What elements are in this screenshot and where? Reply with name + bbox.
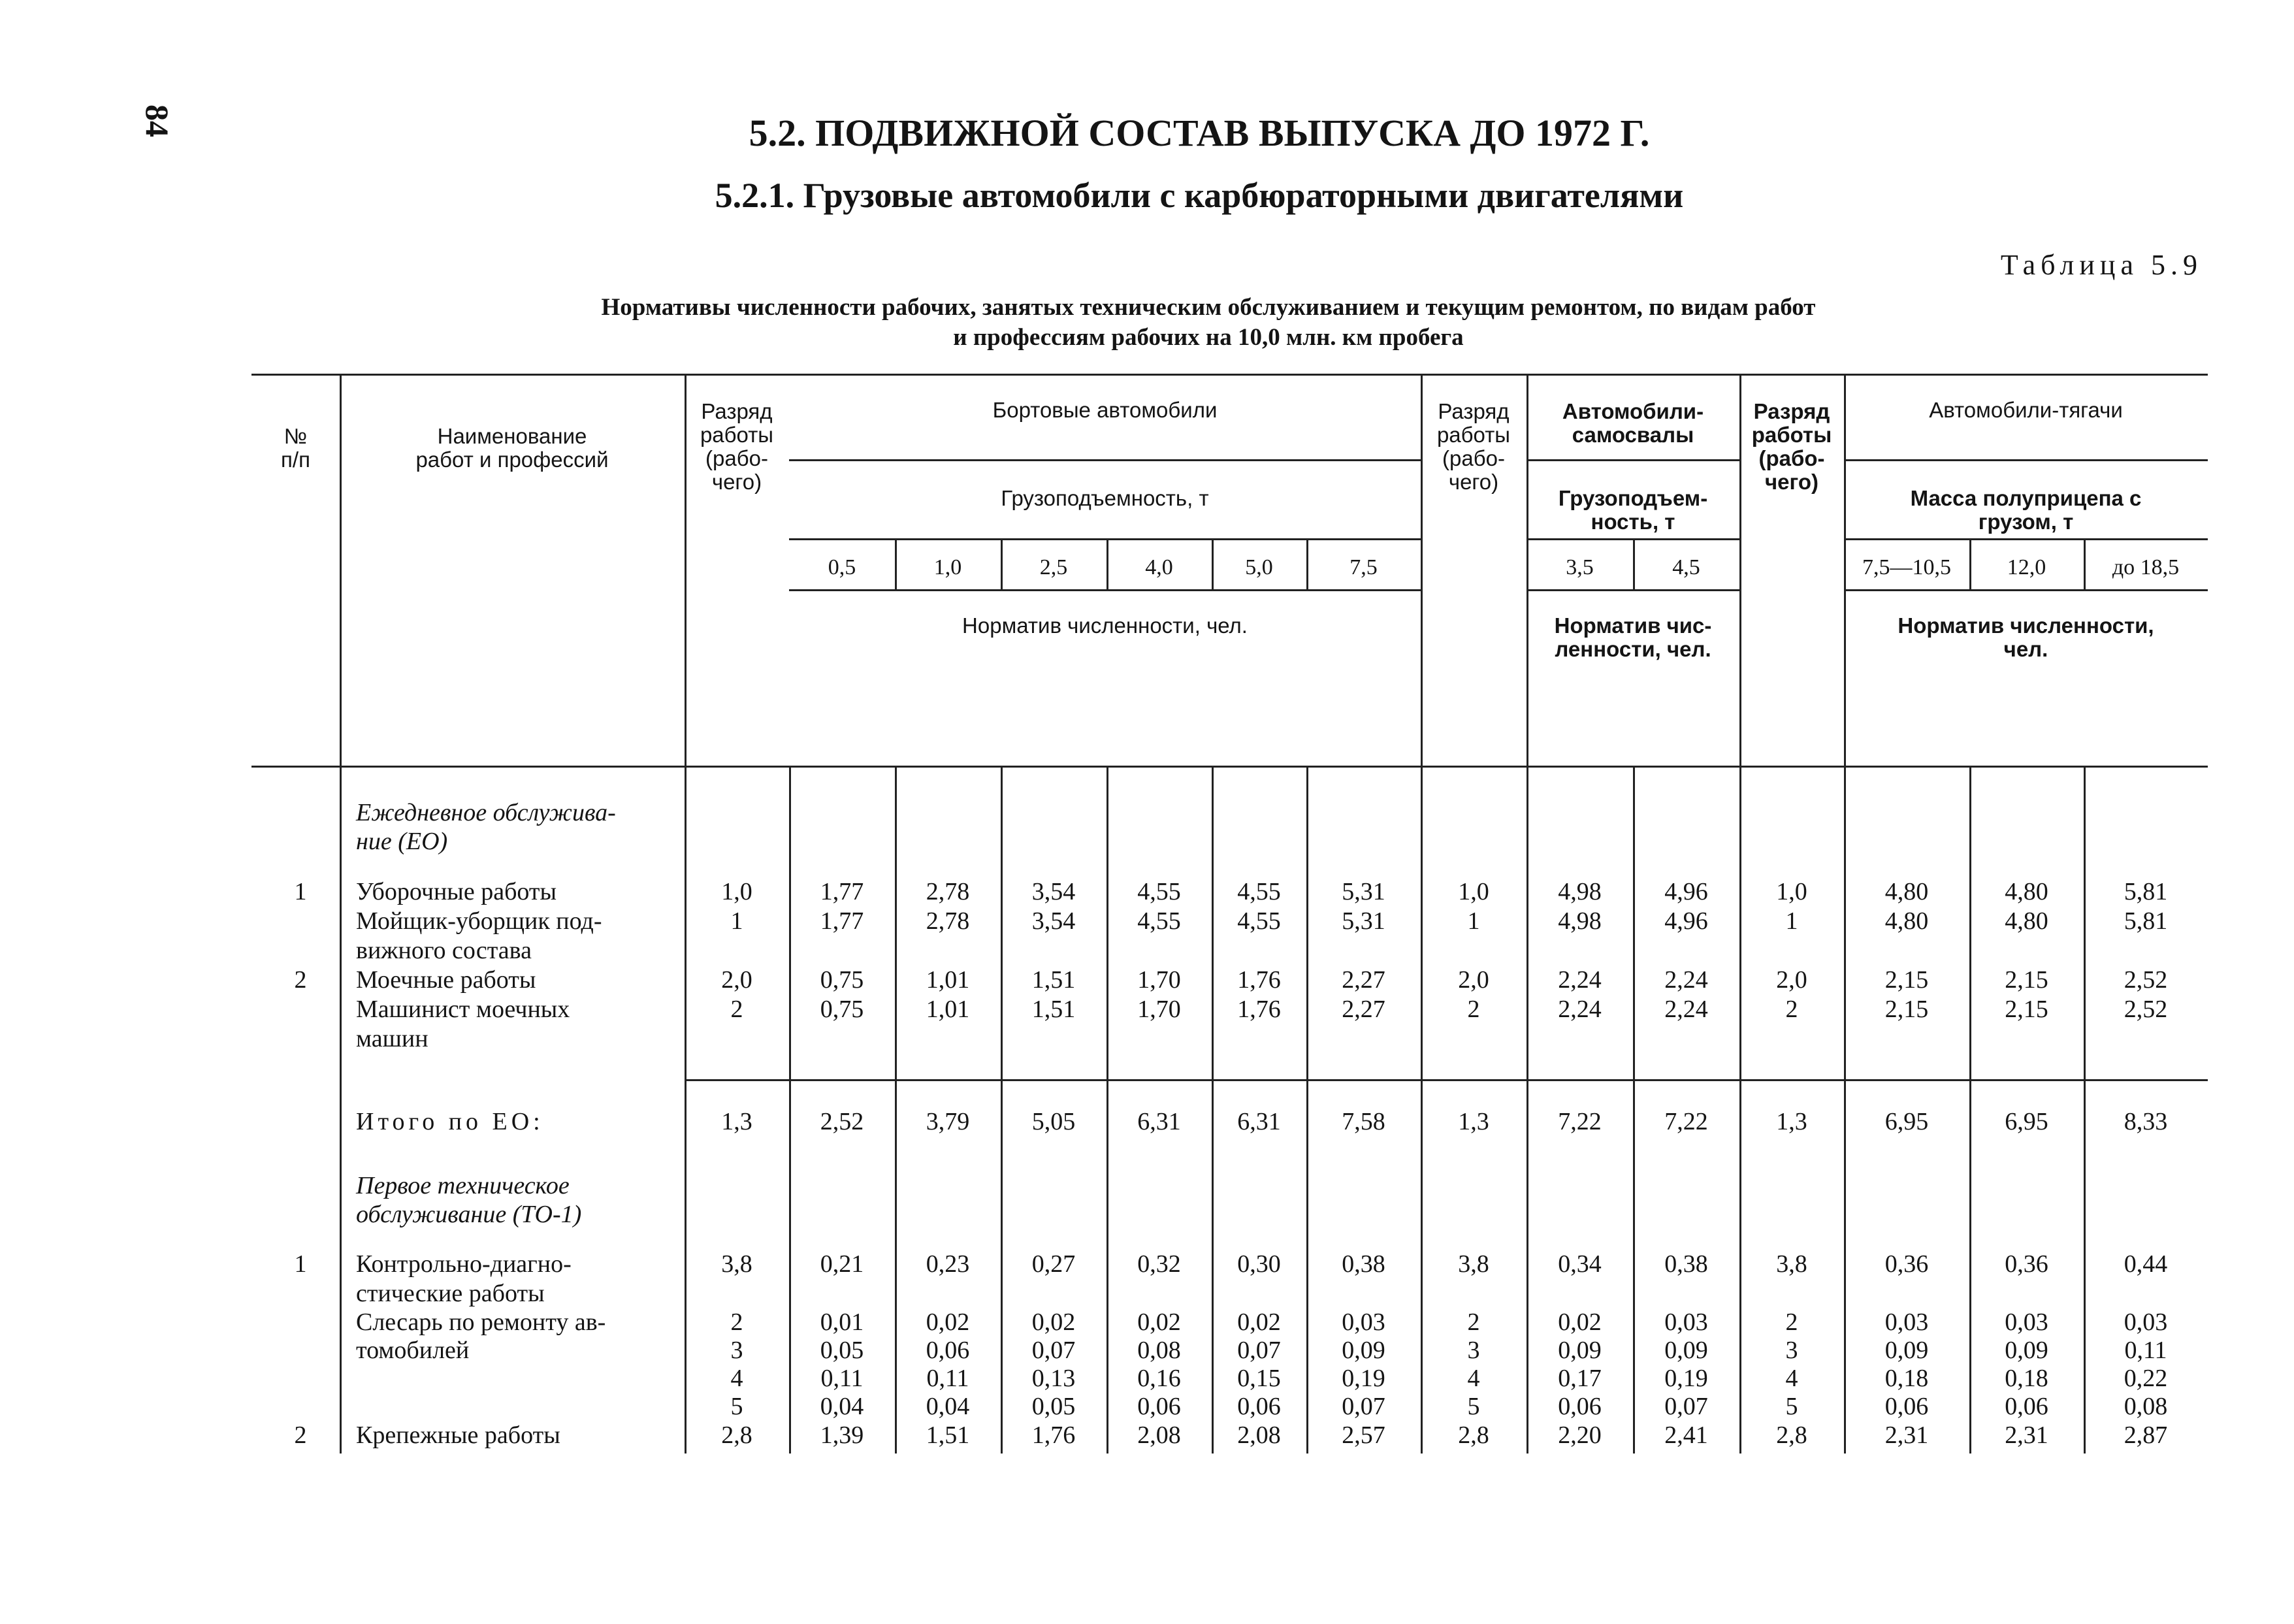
to1-row-2-grade-2: 2 (1467, 1308, 1480, 1336)
eo-row-3-board-5: 2,27 (1342, 966, 1385, 994)
eo-row-1-board-0: 1,77 (820, 907, 864, 935)
to1-row-4-board-3: 0,16 (1137, 1365, 1181, 1392)
to1-row-6-board-2: 1,76 (1031, 1421, 1076, 1449)
table-caption (457, 293, 1960, 353)
eo-row-3-board-1: 1,01 (926, 966, 970, 994)
eo-row-0-board-2: 3,54 (1031, 878, 1076, 905)
eo-row-5-name: машин (356, 1025, 428, 1052)
tractor-mass-1: 12,0 (2007, 555, 2046, 579)
board-capacity-2: 2,5 (1039, 555, 1068, 579)
to1-row-5-tractor-2: 0,08 (2124, 1393, 2168, 1420)
eo-row-3-board-2: 1,51 (1031, 966, 1076, 994)
to1-row-2-grade-1: 2 (730, 1308, 743, 1336)
to1-row-3-board-5: 0,09 (1342, 1337, 1385, 1364)
eo-total-grade-1: 1,3 (721, 1108, 752, 1135)
to1-row-5-grade-3: 5 (1785, 1393, 1798, 1420)
to1-row-5-board-0: 0,04 (820, 1393, 864, 1420)
to1-row-4-grade-2: 4 (1467, 1365, 1480, 1392)
rule-line (1844, 589, 2208, 591)
to1-row-5-dump-1: 0,07 (1664, 1393, 1708, 1420)
to1-row-0-board-4: 0,30 (1237, 1250, 1281, 1278)
to1-row-6-board-1: 1,51 (926, 1421, 970, 1449)
to1-row-0-dump-0: 0,34 (1558, 1250, 1602, 1278)
eo-row-3-dump-1: 2,24 (1664, 966, 1708, 994)
to1-row-4-tractor-1: 0,18 (2005, 1365, 2048, 1392)
to1-row-2-board-3: 0,02 (1137, 1308, 1181, 1336)
header-board-capacity: Грузоподъемность, т (1001, 486, 1209, 510)
to1-row-2-tractor-2: 0,03 (2124, 1308, 2168, 1336)
eo-row-0-grade-1: 1,0 (721, 878, 752, 905)
header-tractor-units: Автомобили-тягачи (1929, 398, 2123, 422)
eo-total-name: Итого по ЕО: (356, 1108, 544, 1135)
header-name: Наименование работ и профессий (415, 424, 609, 472)
eo-row-4-dump-0: 2,24 (1558, 996, 1602, 1023)
eo-row-3-board-4: 1,76 (1237, 966, 1281, 994)
to1-row-0-dump-1: 0,38 (1664, 1250, 1708, 1278)
eo-row-1-dump-0: 4,98 (1558, 907, 1602, 935)
eo-row-0-tractor-0: 4,80 (1884, 878, 1929, 905)
eo-total-board-0: 2,52 (820, 1108, 864, 1135)
to1-row-5-tractor-0: 0,06 (1884, 1393, 1929, 1420)
to1-row-6-number: 2 (294, 1421, 307, 1449)
to1-row-3-dump-1: 0,09 (1664, 1337, 1708, 1364)
section-heading: 5.2. ПОДВИЖНОЙ СОСТАВ ВЫПУСКА ДО 1972 Г. (749, 112, 1650, 154)
to1-row-2-board-5: 0,03 (1342, 1308, 1385, 1336)
rule-line (1527, 589, 1739, 591)
eo-total-tractor-1: 6,95 (2005, 1108, 2048, 1135)
caption-line-1: Нормативы численности рабочих, занятых техническим обслуживанием и текущим ремонтом, по видам работ (601, 294, 1816, 321)
eo-row-3-number: 2 (294, 966, 307, 994)
eo-row-4-name: Машинист моечных (356, 996, 570, 1023)
table-label: Таблица 5.9 (2000, 249, 2203, 281)
to1-row-0-tractor-0: 0,36 (1884, 1250, 1929, 1278)
eo-total-board-1: 3,79 (926, 1108, 970, 1135)
eo-row-4-grade-3: 2 (1785, 996, 1798, 1023)
eo-row-4-tractor-2: 2,52 (2124, 996, 2168, 1023)
to1-row-0-board-1: 0,23 (926, 1250, 970, 1278)
to1-row-6-dump-0: 2,20 (1558, 1421, 1602, 1449)
section-to1-title: Первое техническое обслуживание (ТО-1) (356, 1172, 582, 1228)
eo-row-4-tractor-0: 2,15 (1884, 996, 1929, 1023)
eo-row-4-grade-1: 2 (730, 996, 743, 1023)
to1-row-3-board-0: 0,05 (820, 1337, 864, 1364)
to1-row-6-board-0: 1,39 (820, 1421, 864, 1449)
eo-row-1-grade-2: 1 (1467, 907, 1480, 935)
to1-row-4-grade-3: 4 (1785, 1365, 1798, 1392)
to1-row-2-dump-1: 0,03 (1664, 1308, 1708, 1336)
dump-capacity-1: 4,5 (1672, 555, 1700, 579)
to1-row-6-board-4: 2,08 (1237, 1421, 1281, 1449)
to1-row-3-tractor-0: 0,09 (1884, 1337, 1929, 1364)
to1-row-0-board-3: 0,32 (1137, 1250, 1181, 1278)
to1-row-3-board-2: 0,07 (1031, 1337, 1076, 1364)
to1-row-4-dump-0: 0,17 (1558, 1365, 1602, 1392)
eo-row-3-board-0: 0,75 (820, 966, 864, 994)
eo-row-4-board-0: 0,75 (820, 996, 864, 1023)
header-bottom-rule (251, 766, 2208, 768)
eo-row-3-grade-3: 2,0 (1776, 966, 1807, 994)
eo-row-3-name: Моечные работы (356, 966, 536, 994)
to1-row-4-board-2: 0,13 (1031, 1365, 1076, 1392)
to1-row-6-board-3: 2,08 (1137, 1421, 1181, 1449)
eo-row-1-board-4: 4,55 (1237, 907, 1281, 935)
eo-row-0-dump-0: 4,98 (1558, 878, 1602, 905)
eo-total-board-4: 6,31 (1237, 1108, 1281, 1135)
eo-row-1-grade-3: 1 (1785, 907, 1798, 935)
eo-row-3-tractor-0: 2,15 (1884, 966, 1929, 994)
eo-row-1-board-2: 3,54 (1031, 907, 1076, 935)
eo-total-dump-1: 7,22 (1664, 1108, 1708, 1135)
to1-row-2-grade-3: 2 (1785, 1308, 1798, 1336)
header-dump-capacity: Грузоподъем- ность, т (1558, 486, 1708, 534)
to1-row-4-board-0: 0,11 (820, 1365, 864, 1392)
eo-row-3-tractor-2: 2,52 (2124, 966, 2168, 994)
to1-row-3-board-3: 0,08 (1137, 1337, 1181, 1364)
eo-row-1-board-1: 2,78 (926, 907, 970, 935)
to1-row-3-grade-2: 3 (1467, 1337, 1480, 1364)
eo-total-board-3: 6,31 (1137, 1108, 1181, 1135)
to1-row-6-grade-3: 2,8 (1776, 1421, 1807, 1449)
rule-line (1844, 538, 2208, 540)
eo-row-3-grade-2: 2,0 (1458, 966, 1489, 994)
to1-row-3-board-1: 0,06 (926, 1337, 970, 1364)
eo-total-board-2: 5,05 (1031, 1108, 1076, 1135)
column-divider (340, 374, 342, 1453)
rule-line (1527, 459, 1739, 461)
to1-row-6-tractor-1: 2,31 (2005, 1421, 2048, 1449)
eo-row-4-tractor-1: 2,15 (2005, 996, 2048, 1023)
to1-row-3-name: томобилей (356, 1337, 470, 1364)
eo-row-3-tractor-1: 2,15 (2005, 966, 2048, 994)
header-board-vehicles: Бортовые автомобили (992, 398, 1218, 422)
header-grade-tractor: Разряд работы (рабо- чего) (1751, 399, 1832, 494)
board-capacity-5: 7,5 (1349, 555, 1378, 579)
eo-row-4-board-5: 2,27 (1342, 996, 1385, 1023)
eo-row-0-name: Уборочные работы (356, 878, 557, 905)
to1-row-0-name: Контрольно-диагно- (356, 1250, 572, 1278)
to1-row-3-grade-1: 3 (730, 1337, 743, 1364)
eo-total-board-5: 7,58 (1342, 1108, 1385, 1135)
header-tractor-norm: Норматив численности, чел. (1898, 613, 2154, 661)
to1-row-2-board-0: 0,01 (820, 1308, 864, 1336)
eo-row-4-dump-1: 2,24 (1664, 996, 1708, 1023)
rule-line (789, 589, 1421, 591)
eo-total-grade-3: 1,3 (1776, 1108, 1807, 1135)
to1-row-2-tractor-0: 0,03 (1884, 1308, 1929, 1336)
eo-row-3-grade-1: 2,0 (721, 966, 752, 994)
to1-row-6-grade-2: 2,8 (1458, 1421, 1489, 1449)
header-tractor-mass: Масса полуприцепа с грузом, т (1910, 486, 2142, 534)
to1-row-5-board-3: 0,06 (1137, 1393, 1181, 1420)
tractor-mass-2: до 18,5 (2112, 555, 2180, 579)
to1-row-0-board-2: 0,27 (1031, 1250, 1076, 1278)
board-capacity-0: 0,5 (828, 555, 856, 579)
to1-row-4-board-4: 0,15 (1237, 1365, 1281, 1392)
board-capacity-3: 4,0 (1145, 555, 1173, 579)
to1-row-5-board-1: 0,04 (926, 1393, 970, 1420)
to1-row-2-name: Слесарь по ремонту ав- (356, 1308, 606, 1336)
to1-row-5-board-5: 0,07 (1342, 1393, 1385, 1420)
eo-row-1-tractor-1: 4,80 (2005, 907, 2048, 935)
header-grade-board: Разряд работы (рабо- чего) (700, 399, 774, 494)
eo-row-1-board-5: 5,31 (1342, 907, 1385, 935)
to1-row-5-dump-0: 0,06 (1558, 1393, 1602, 1420)
to1-row-6-name: Крепежные работы (356, 1421, 560, 1449)
section-eo-title: Ежедневное обслужива- ние (ЕО) (356, 799, 616, 855)
to1-row-4-board-1: 0,11 (926, 1365, 969, 1392)
eo-row-4-board-4: 1,76 (1237, 996, 1281, 1023)
eo-row-0-board-5: 5,31 (1342, 878, 1385, 905)
to1-row-0-grade-1: 3,8 (721, 1250, 752, 1278)
eo-row-4-board-2: 1,51 (1031, 996, 1076, 1023)
to1-row-6-grade-1: 2,8 (721, 1421, 752, 1449)
header-board-norm: Норматив численности, чел. (962, 613, 1248, 638)
to1-row-4-dump-1: 0,19 (1664, 1365, 1708, 1392)
to1-row-5-tractor-1: 0,06 (2005, 1393, 2048, 1420)
header-grade-dump: Разряд работы (рабо- чего) (1436, 399, 1511, 494)
rule-line (789, 459, 1421, 461)
to1-row-4-tractor-2: 0,22 (2124, 1365, 2168, 1392)
to1-row-2-board-1: 0,02 (926, 1308, 970, 1336)
to1-row-2-tractor-1: 0,03 (2005, 1308, 2048, 1336)
rule-line (1844, 459, 2208, 461)
to1-row-5-board-4: 0,06 (1237, 1393, 1281, 1420)
table-top-rule (251, 374, 2208, 376)
eo-row-1-tractor-0: 4,80 (1884, 907, 1929, 935)
eo-row-1-name: Мойщик-уборщик под- (356, 907, 602, 935)
eo-row-0-tractor-1: 4,80 (2005, 878, 2048, 905)
to1-row-1-name: стические работы (356, 1280, 545, 1307)
to1-row-2-dump-0: 0,02 (1558, 1308, 1602, 1336)
eo-row-0-grade-2: 1,0 (1458, 878, 1489, 905)
eo-total-tractor-0: 6,95 (1884, 1108, 1929, 1135)
eo-row-0-grade-3: 1,0 (1776, 878, 1807, 905)
eo-total-grade-2: 1,3 (1458, 1108, 1489, 1135)
eo-row-1-dump-1: 4,96 (1664, 907, 1708, 935)
eo-total-dump-0: 7,22 (1558, 1108, 1602, 1135)
eo-row-0-board-4: 4,55 (1237, 878, 1281, 905)
header-number: № п/п (281, 424, 310, 472)
eo-row-0-board-0: 1,77 (820, 878, 864, 905)
to1-row-6-tractor-2: 2,87 (2124, 1421, 2168, 1449)
to1-row-3-tractor-1: 0,09 (2005, 1337, 2048, 1364)
caption-line-2: и профессиям рабочих на 10,0 млн. км пробега (953, 324, 1464, 351)
eo-row-0-number: 1 (294, 878, 307, 905)
header-dump-trucks: Автомобили- самосвалы (1562, 399, 1704, 447)
subsection-heading: 5.2.1. Грузовые автомобили с карбюраторными двигателями (715, 176, 1684, 215)
eo-row-1-tractor-2: 5,81 (2124, 907, 2168, 935)
to1-row-2-board-2: 0,02 (1031, 1308, 1076, 1336)
eo-row-1-board-3: 4,55 (1137, 907, 1181, 935)
eo-row-4-board-1: 1,01 (926, 996, 970, 1023)
subtotal-rule (685, 1079, 2208, 1081)
dump-capacity-0: 3,5 (1566, 555, 1594, 579)
eo-row-0-board-3: 4,55 (1137, 878, 1181, 905)
to1-row-4-board-5: 0,19 (1342, 1365, 1385, 1392)
to1-row-2-board-4: 0,02 (1237, 1308, 1281, 1336)
eo-row-4-board-3: 1,70 (1137, 996, 1181, 1023)
to1-row-5-board-2: 0,05 (1031, 1393, 1076, 1420)
to1-row-4-tractor-0: 0,18 (1884, 1365, 1929, 1392)
to1-row-3-grade-3: 3 (1785, 1337, 1798, 1364)
to1-row-3-board-4: 0,07 (1237, 1337, 1281, 1364)
to1-row-0-grade-3: 3,8 (1776, 1250, 1807, 1278)
to1-row-0-number: 1 (294, 1250, 307, 1278)
to1-row-0-tractor-2: 0,44 (2124, 1250, 2168, 1278)
eo-row-3-dump-0: 2,24 (1558, 966, 1602, 994)
to1-row-5-grade-1: 5 (730, 1393, 743, 1420)
eo-row-0-tractor-2: 5,81 (2124, 878, 2168, 905)
tractor-mass-0: 7,5—10,5 (1862, 555, 1951, 579)
to1-row-6-dump-1: 2,41 (1664, 1421, 1708, 1449)
board-capacity-4: 5,0 (1245, 555, 1273, 579)
to1-row-0-board-0: 0,21 (820, 1250, 864, 1278)
to1-row-3-tractor-2: 0,11 (2124, 1337, 2167, 1364)
to1-row-0-board-5: 0,38 (1342, 1250, 1385, 1278)
to1-row-0-grade-2: 3,8 (1458, 1250, 1489, 1278)
eo-row-3-board-3: 1,70 (1137, 966, 1181, 994)
eo-row-0-board-1: 2,78 (926, 878, 970, 905)
eo-row-1-grade-1: 1 (730, 907, 743, 935)
to1-row-5-grade-2: 5 (1467, 1393, 1480, 1420)
to1-row-6-tractor-0: 2,31 (1884, 1421, 1929, 1449)
eo-total-tractor-2: 8,33 (2124, 1108, 2168, 1135)
page-number: 84 (139, 105, 176, 137)
to1-row-6-board-5: 2,57 (1342, 1421, 1385, 1449)
eo-row-2-name: вижного состава (356, 937, 532, 964)
eo-row-0-dump-1: 4,96 (1664, 878, 1708, 905)
eo-row-4-grade-2: 2 (1467, 996, 1480, 1023)
board-capacity-1: 1,0 (933, 555, 962, 579)
to1-row-4-grade-1: 4 (730, 1365, 743, 1392)
rule-line (789, 538, 1421, 540)
to1-row-0-tractor-1: 0,36 (2005, 1250, 2048, 1278)
header-dump-norm: Норматив чис- ленности, чел. (1554, 613, 1712, 661)
to1-row-3-dump-0: 0,09 (1558, 1337, 1602, 1364)
